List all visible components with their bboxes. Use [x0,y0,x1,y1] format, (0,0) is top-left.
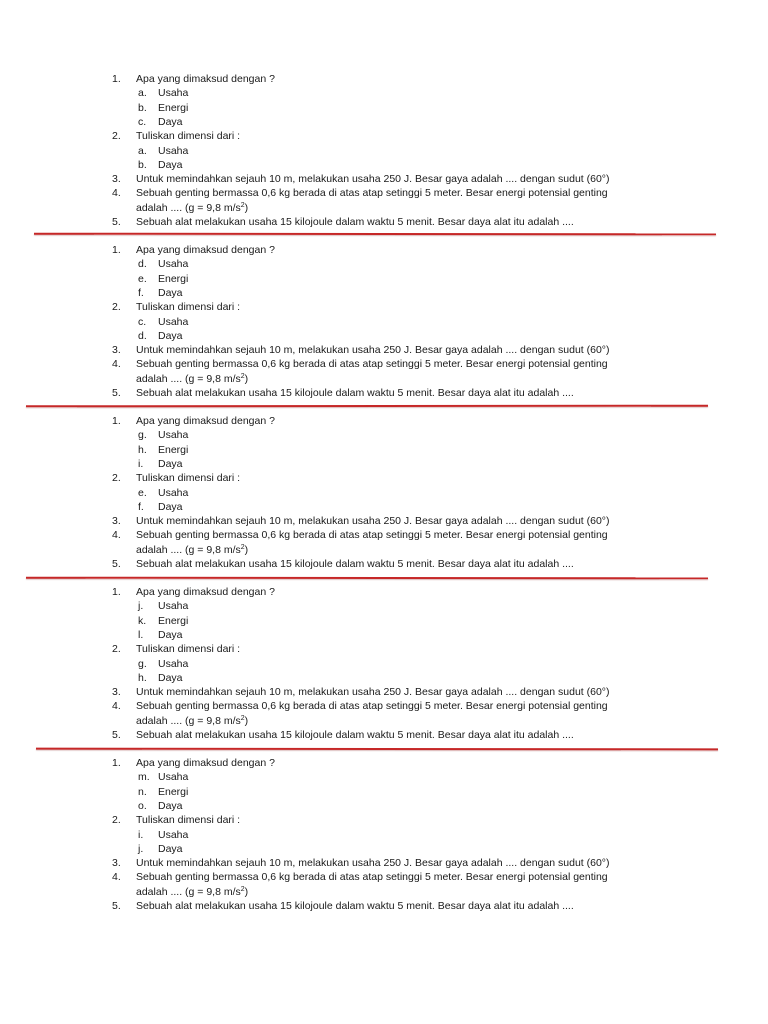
sub-item-letter: j. [138,842,144,855]
question-text-continued [136,885,248,899]
sub-item-letter: l. [138,628,144,641]
sub-item-letter: n. [138,785,147,798]
sub-item-text: Energi [158,101,189,114]
sub-item-text: Usaha [158,657,189,670]
sub-item [0,257,720,271]
question-text: Apa yang dimaksud dengan ? [136,757,275,769]
question-number: 2. [112,130,121,143]
question-3 [0,172,720,186]
sub-item-text: Daya [158,671,183,684]
question-text: Untuk memindahkan sejauh 10 m, melakukan usaha 250 J. Besar gaya adalah .... dengan sudut (60°) [136,515,610,528]
question-number: 1. [112,757,121,769]
question-1 [0,72,720,86]
sub-item-letter: c. [138,315,147,328]
question-number: 4. [112,529,121,542]
question-text: Tuliskan dimensi dari : [136,814,241,827]
text-part: ) [244,372,249,385]
sub-item-letter: i. [138,828,144,841]
sub-item-letter: g. [138,429,147,442]
question-text: Sebuah genting bermassa 0,6 kg berada di atas atap setinggi 5 meter. Besar energi potensial genting [136,529,608,542]
question-number: 5. [112,900,121,912]
sub-item-letter: e. [138,272,147,285]
question-number: 2. [112,472,121,485]
sub-item [0,828,720,842]
question-5 [0,557,720,571]
question-2 [0,300,720,314]
question-text-continued [136,372,248,386]
sub-item [0,457,720,471]
sub-item-letter: h. [138,671,147,684]
sub-item [0,158,720,172]
sub-item-text: Usaha [158,258,189,271]
sub-item-text: Usaha [158,87,189,100]
sub-item-letter: b. [138,158,147,171]
question-number: 4. [112,358,121,371]
question-text: Tuliskan dimensi dari : [136,643,241,656]
question-4 [0,357,720,371]
question-4 [0,870,720,884]
sub-item-text: Energi [158,272,189,285]
question-4 [0,186,720,200]
question-text: Sebuah alat melakukan usaha 15 kilojoule dalam waktu 5 menit. Besar daya alat itu adalah .... [136,729,574,741]
sub-item [0,486,720,500]
text-part: ) [244,543,249,556]
question-number: 3. [112,686,121,699]
question-2 [0,813,720,827]
question-text: Sebuah genting bermassa 0,6 kg berada di atas atap setinggi 5 meter. Besar energi potensial genting [136,700,608,713]
question-1 [0,756,720,770]
section-divider [26,405,708,408]
section-divider [26,577,708,580]
question-2 [0,129,720,143]
question-5 [0,215,720,229]
superscript: 2 [240,201,245,209]
sub-item [0,799,720,813]
question-number: 1. [112,586,121,598]
question-text: Untuk memindahkan sejauh 10 m, melakukan usaha 250 J. Besar gaya adalah .... dengan sudut (60°) [136,173,610,186]
sub-item-letter: d. [138,329,147,342]
question-number: 5. [112,729,121,741]
question-3 [0,343,720,357]
sub-item-letter: o. [138,799,147,812]
question-1 [0,585,720,599]
question-text: Tuliskan dimensi dari : [136,301,241,314]
sub-item-text: Daya [158,286,183,299]
question-text: Sebuah alat melakukan usaha 15 kilojoule dalam waktu 5 menit. Besar daya alat itu adalah .... [136,216,574,228]
sub-item-letter: a. [138,87,147,100]
question-number: 2. [112,814,121,827]
sub-item-text: Usaha [158,429,189,442]
sub-item-letter: d. [138,258,147,271]
question-number: 4. [112,700,121,713]
sub-item-letter: i. [138,457,144,470]
question-number: 1. [112,73,121,85]
sub-item-letter: j. [138,600,144,613]
question-number: 3. [112,515,121,528]
question-1 [0,414,720,428]
question-text: Sebuah alat melakukan usaha 15 kilojoule dalam waktu 5 menit. Besar daya alat itu adalah .... [136,900,574,912]
superscript: 2 [240,543,245,551]
text-part: adalah .... (g = 9,8 m/s [136,201,241,214]
sub-item [0,428,720,442]
sub-item-letter: c. [138,115,147,128]
question-number: 4. [112,187,121,200]
sub-item [0,770,720,784]
question-text: Sebuah genting bermassa 0,6 kg berada di atas atap setinggi 5 meter. Besar energi potensial genting [136,871,608,884]
superscript: 2 [240,885,245,893]
sub-item [0,628,720,642]
sub-item [0,101,720,115]
question-text: Tuliskan dimensi dari : [136,130,241,143]
sub-item [0,614,720,628]
sub-item-text: Usaha [158,486,189,499]
sub-item [0,286,720,300]
sub-item-text: Daya [158,500,183,513]
sub-item-letter: g. [138,657,147,670]
sub-item [0,144,720,158]
sub-item-text: Daya [158,158,183,171]
sub-item-text: Daya [158,842,183,855]
question-5 [0,386,720,400]
sub-item-letter: k. [138,614,147,627]
question-text-continued [136,201,248,215]
question-number: 5. [112,558,121,570]
question-text: Untuk memindahkan sejauh 10 m, melakukan usaha 250 J. Besar gaya adalah .... dengan sudut (60°) [136,857,610,870]
sub-item-text: Usaha [158,600,189,613]
sub-item-text: Daya [158,628,183,641]
sub-item-letter: m. [138,771,150,784]
question-5 [0,899,720,913]
sub-item-text: Usaha [158,828,189,841]
text-part: ) [244,885,249,898]
question-number: 3. [112,857,121,870]
sub-item-letter: f. [138,500,144,513]
question-number: 2. [112,301,121,314]
question-4-continuation [0,201,720,215]
sub-item-text: Daya [158,329,183,342]
sub-item-letter: b. [138,101,147,114]
question-3 [0,685,720,699]
question-4-continuation [0,543,720,557]
sub-item [0,272,720,286]
question-text-continued [136,714,248,728]
question-3 [0,856,720,870]
question-block [0,72,768,232]
sub-item-text: Usaha [158,315,189,328]
sub-item [0,599,720,613]
sub-item-text: Daya [158,457,183,470]
text-part: ) [244,714,249,727]
question-text: Sebuah alat melakukan usaha 15 kilojoule dalam waktu 5 menit. Besar daya alat itu adalah .... [136,558,574,570]
question-text: Untuk memindahkan sejauh 10 m, melakukan usaha 250 J. Besar gaya adalah .... dengan sudut (60°) [136,686,610,699]
question-block [0,414,768,574]
sub-item-text: Usaha [158,771,189,784]
sub-item [0,671,720,685]
question-text: Apa yang dimaksud dengan ? [136,586,275,598]
sub-item [0,500,720,514]
section-divider [34,233,716,236]
question-text: Apa yang dimaksud dengan ? [136,244,275,256]
question-1 [0,243,720,257]
text-part: adalah .... (g = 9,8 m/s [136,372,241,385]
question-text: Sebuah genting bermassa 0,6 kg berada di atas atap setinggi 5 meter. Besar energi potensial genting [136,358,608,371]
sub-item-text: Daya [158,115,183,128]
superscript: 2 [240,372,245,380]
sub-item [0,86,720,100]
sub-item-text: Energi [158,443,189,456]
sub-item-letter: e. [138,486,147,499]
sub-item [0,315,720,329]
sub-item-letter: f. [138,286,144,299]
question-block [0,243,768,403]
question-number: 4. [112,871,121,884]
question-number: 5. [112,387,121,399]
sub-item [0,785,720,799]
sub-item-text: Daya [158,799,183,812]
sub-item [0,443,720,457]
sub-item [0,329,720,343]
sub-item [0,842,720,856]
question-text: Sebuah genting bermassa 0,6 kg berada di atas atap setinggi 5 meter. Besar energi potensial genting [136,187,608,200]
text-part: ) [244,201,249,214]
question-text: Tuliskan dimensi dari : [136,472,241,485]
sub-item-text: Energi [158,785,189,798]
question-3 [0,514,720,528]
question-number: 5. [112,216,121,228]
question-number: 1. [112,415,121,427]
question-4 [0,528,720,542]
question-4-continuation [0,372,720,386]
text-part: adalah .... (g = 9,8 m/s [136,543,241,556]
question-number: 3. [112,344,121,357]
question-4 [0,699,720,713]
question-text: Sebuah alat melakukan usaha 15 kilojoule dalam waktu 5 menit. Besar daya alat itu adalah .... [136,387,574,399]
text-part: adalah .... (g = 9,8 m/s [136,885,241,898]
question-4-continuation [0,885,720,899]
sub-item-text: Energi [158,614,189,627]
question-4-continuation [0,714,720,728]
sub-item [0,115,720,129]
question-number: 1. [112,244,121,256]
question-text: Apa yang dimaksud dengan ? [136,73,275,85]
question-text-continued [136,543,248,557]
superscript: 2 [240,714,245,722]
question-2 [0,642,720,656]
question-2 [0,471,720,485]
sub-item-text: Usaha [158,144,189,157]
question-block [0,756,768,916]
question-5 [0,728,720,742]
question-block [0,585,768,745]
sub-item-letter: a. [138,144,147,157]
sub-item [0,657,720,671]
text-part: adalah .... (g = 9,8 m/s [136,714,241,727]
section-divider [36,748,718,751]
question-text: Apa yang dimaksud dengan ? [136,415,275,427]
question-number: 2. [112,643,121,656]
question-number: 3. [112,173,121,186]
sub-item-letter: h. [138,443,147,456]
question-text: Untuk memindahkan sejauh 10 m, melakukan usaha 250 J. Besar gaya adalah .... dengan sudut (60°) [136,344,610,357]
